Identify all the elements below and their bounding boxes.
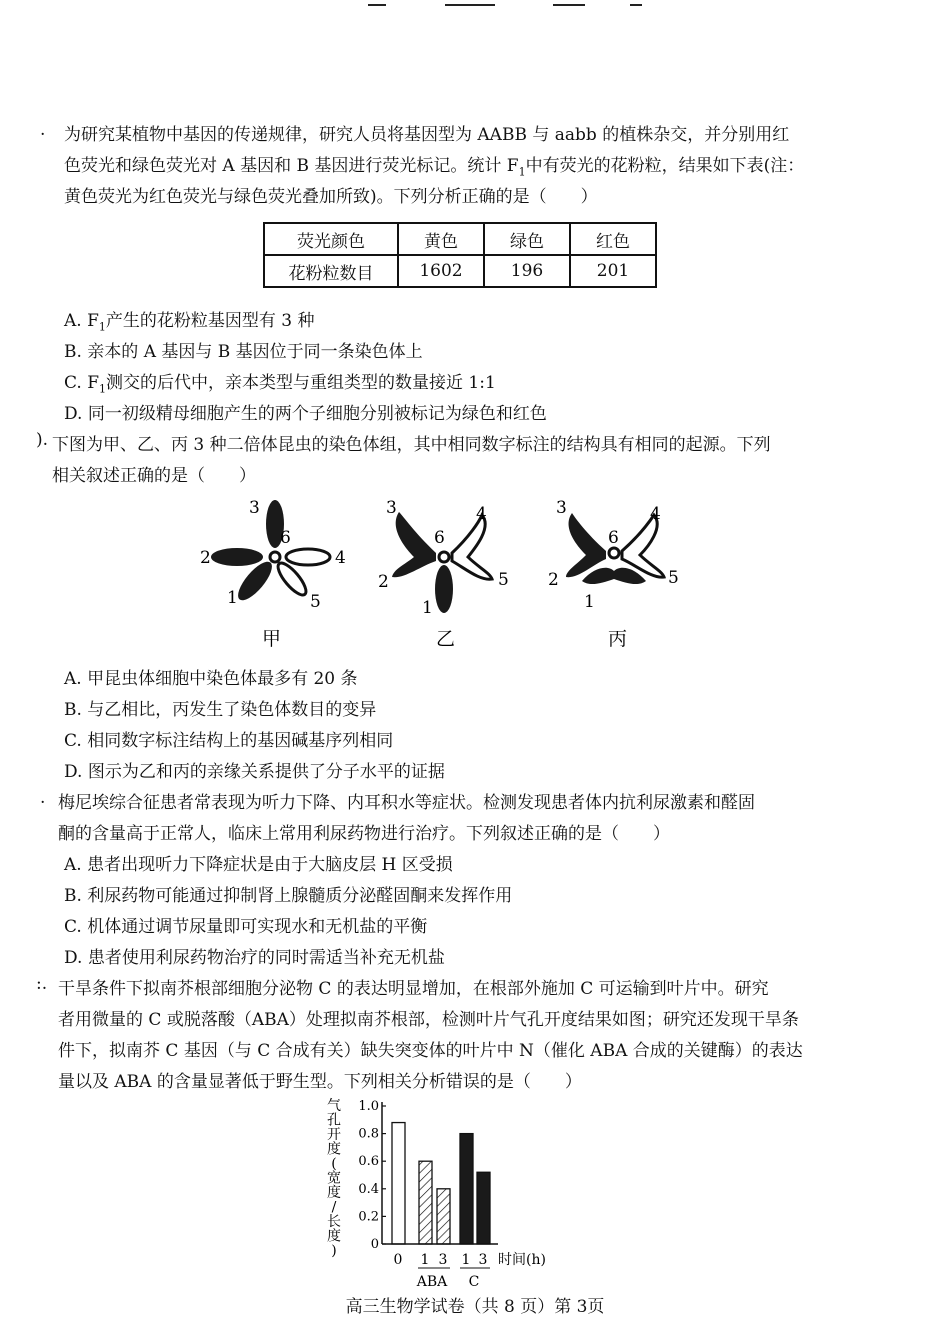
table-cell: 201 bbox=[570, 255, 656, 287]
q2-option-b: B. 与乙相比，丙发生了染色体数目的变异 bbox=[64, 700, 377, 720]
label-2: 2 bbox=[378, 572, 389, 592]
chromosome-3-2 bbox=[392, 512, 436, 577]
q4-stem-line-1: 干旱条件下拟南芥根部细胞分泌物 C 的表达明显增加，在根部外施加 C 可运输到叶片中。研究 bbox=[58, 979, 769, 999]
x-axis bbox=[382, 1244, 546, 1290]
label-6: 6 bbox=[434, 528, 445, 548]
figure-label-jia: 甲 bbox=[262, 628, 282, 650]
y-label-char: 孔 bbox=[327, 1112, 341, 1129]
q3-option-d: D. 患者使用利尿药物治疗的同时需适当补充无机盐 bbox=[64, 948, 445, 968]
chromosome-4 bbox=[286, 549, 330, 565]
bar bbox=[460, 1134, 473, 1244]
label-3: 3 bbox=[249, 498, 260, 518]
chromosome-3-2 bbox=[566, 513, 606, 577]
label-4: 4 bbox=[650, 504, 661, 524]
q4-number-marker: :. bbox=[36, 974, 48, 994]
x-tick-label: 1 bbox=[420, 1252, 430, 1268]
fluorescence-table bbox=[263, 222, 657, 288]
y-label-char: / bbox=[331, 1199, 337, 1216]
insect-yi-karyotype bbox=[378, 498, 509, 618]
chromosome-4-5 bbox=[622, 515, 664, 577]
q2-option-d: D. 图示为乙和丙的亲缘关系提供了分子水平的证据 bbox=[64, 762, 445, 782]
bar bbox=[477, 1172, 490, 1244]
y-label-char: 度 bbox=[327, 1228, 341, 1245]
label-4: 4 bbox=[335, 548, 346, 568]
label-2: 2 bbox=[548, 570, 559, 590]
label-5: 5 bbox=[310, 592, 321, 612]
label-3: 3 bbox=[556, 498, 567, 518]
y-tick-label: 0.6 bbox=[358, 1154, 379, 1170]
q2-stem-line-2: 相关叙述正确的是（ ） bbox=[52, 466, 256, 486]
y-tick-label: 0 bbox=[370, 1237, 379, 1252]
stomatal-aperture-chart bbox=[320, 1094, 580, 1290]
group-label: C bbox=[468, 1274, 480, 1290]
y-axis bbox=[358, 1099, 386, 1252]
table-header-cell: 黄色 bbox=[398, 223, 484, 255]
q4-stem-line-2: 者用微量的 C 或脱落酸（ABA）处理拟南芥根部，检测叶片气孔开度结果如图；研究还发现干旱条 bbox=[58, 1010, 799, 1030]
bar bbox=[437, 1189, 450, 1244]
table-cell: 1602 bbox=[398, 255, 484, 287]
q3-option-b: B. 利尿药物可能通过抑制肾上腺髓质分泌醛固酮来发挥作用 bbox=[64, 886, 513, 906]
bars bbox=[392, 1123, 490, 1244]
q2-stem-line-1: 下图为甲、乙、丙 3 种二倍体昆虫的染色体组，其中相同数字标注的结构具有相同的起源。下列 bbox=[52, 435, 771, 455]
y-label-char: 度 bbox=[327, 1185, 341, 1201]
q1-stem-line-1: 为研究某植物中基因的传递规律，研究人员将基因型为 AABB 与 aabb 的植株杂交，并分别用红 bbox=[64, 125, 790, 145]
q4-stem-line-3: 件下，拟南芥 C 基因（与 C 合成有关）缺失突变体的叶片中 N（催化 ABA 合成的关键酶）的表达 bbox=[58, 1041, 803, 1061]
label-2: 2 bbox=[200, 548, 211, 568]
figure-label-yi: 乙 bbox=[436, 628, 456, 650]
q3-number-marker: . bbox=[40, 788, 46, 808]
y-tick-label: 0.2 bbox=[358, 1209, 379, 1225]
q2-option-a: A. 甲昆虫体细胞中染色体最多有 20 条 bbox=[64, 669, 358, 689]
table-header-cell: 荧光颜色 bbox=[264, 223, 398, 255]
q4-stem-line-4: 量以及 ABA 的含量显著低于野生型。下列相关分析错误的是（ ） bbox=[58, 1072, 582, 1092]
chromosome-1-fused bbox=[582, 568, 646, 584]
q3-stem-line-1: 梅尼埃综合征患者常表现为听力下降、内耳积水等症状。检测发现患者体内抗利尿激素和醛固 bbox=[58, 793, 755, 813]
label-3: 3 bbox=[386, 498, 397, 518]
x-tick-label: 1 bbox=[461, 1252, 471, 1268]
label-1: 1 bbox=[584, 592, 595, 612]
x-tick-label: 0 bbox=[393, 1252, 403, 1268]
label-1: 1 bbox=[422, 598, 433, 618]
q1-option-c: C. $F_1$测交的后代中，亲本类型与重组类型的数量接近 1:1 bbox=[64, 373, 496, 396]
q3-option-a: A. 患者出现听力下降症状是由于大脑皮层 H 区受损 bbox=[64, 855, 453, 875]
group-label: ABA bbox=[416, 1274, 448, 1290]
chromosome-2 bbox=[211, 548, 263, 566]
y-tick-label: 0.4 bbox=[358, 1181, 379, 1197]
y-tick-label: 0.8 bbox=[358, 1126, 379, 1142]
label-6: 6 bbox=[608, 528, 619, 548]
top-edge-marks bbox=[0, 0, 950, 12]
label-5: 5 bbox=[498, 570, 509, 590]
label-1: 1 bbox=[227, 588, 238, 608]
table-cell: 花粉粒数目 bbox=[264, 255, 398, 287]
chromosome-4-5 bbox=[452, 515, 492, 579]
chromosome-1 bbox=[435, 565, 453, 613]
q3-stem-line-2: 酮的含量高于正常人，临床上常用利尿药物进行治疗。下列叙述正确的是（ ） bbox=[58, 824, 670, 844]
table-row bbox=[264, 223, 656, 255]
label-5: 5 bbox=[668, 568, 679, 588]
y-label-char: ) bbox=[331, 1243, 337, 1259]
x-tick-label: 3 bbox=[478, 1252, 488, 1268]
page-footer: 高三生物学试卷（共 8 页）第 3页 bbox=[345, 1297, 605, 1317]
y-label-char: 开 bbox=[327, 1127, 341, 1143]
figure-label-bing: 丙 bbox=[608, 628, 628, 650]
label-4: 4 bbox=[476, 504, 487, 524]
table-row bbox=[264, 255, 656, 287]
insect-jia-karyotype bbox=[200, 498, 346, 612]
table-header-cell: 绿色 bbox=[484, 223, 570, 255]
y-label-char: 宽 bbox=[327, 1170, 341, 1187]
q1-option-a: A. $F_1$产生的花粉粒基因型有 3 种 bbox=[64, 311, 315, 334]
y-label-char: 度 bbox=[327, 1141, 341, 1158]
bar bbox=[419, 1161, 432, 1244]
x-axis-label: 时间(h) bbox=[498, 1252, 546, 1268]
y-label-char: 长 bbox=[327, 1214, 341, 1230]
table-cell: 196 bbox=[484, 255, 570, 287]
label-6: 6 bbox=[280, 528, 291, 548]
q1-number-marker: . bbox=[40, 120, 46, 140]
q1-option-b: B. 亲本的 A 基因与 B 基因位于同一条染色体上 bbox=[64, 342, 423, 362]
y-label-char: 气 bbox=[327, 1098, 341, 1114]
y-tick-label: 1.0 bbox=[358, 1099, 379, 1114]
table-header-cell: 红色 bbox=[570, 223, 656, 255]
y-axis-label bbox=[327, 1098, 341, 1259]
q2-option-c: C. 相同数字标注结构上的基因碱基序列相同 bbox=[64, 731, 394, 751]
q1-stem-line-2: 色荧光和绿色荧光对 A 基因和 B 基因进行荧光标记。统计 $F_1$中有荧光的花粉粒，结果如下表(注： bbox=[64, 156, 805, 179]
chromosome-figure bbox=[190, 495, 710, 655]
y-label-char: ( bbox=[331, 1156, 337, 1172]
bar bbox=[392, 1123, 405, 1244]
q2-number-marker: ). bbox=[36, 430, 49, 450]
q1-option-d: D. 同一初级精母细胞产生的两个子细胞分别被标记为绿色和红色 bbox=[64, 404, 547, 424]
q1-stem-line-3: 黄色荧光为红色荧光与绿色荧光叠加所致)。下列分析正确的是（ ） bbox=[64, 187, 598, 207]
x-tick-label: 3 bbox=[438, 1252, 448, 1268]
q3-option-c: C. 机体通过调节尿量即可实现水和无机盐的平衡 bbox=[64, 917, 428, 937]
insect-bing-karyotype bbox=[548, 498, 679, 612]
